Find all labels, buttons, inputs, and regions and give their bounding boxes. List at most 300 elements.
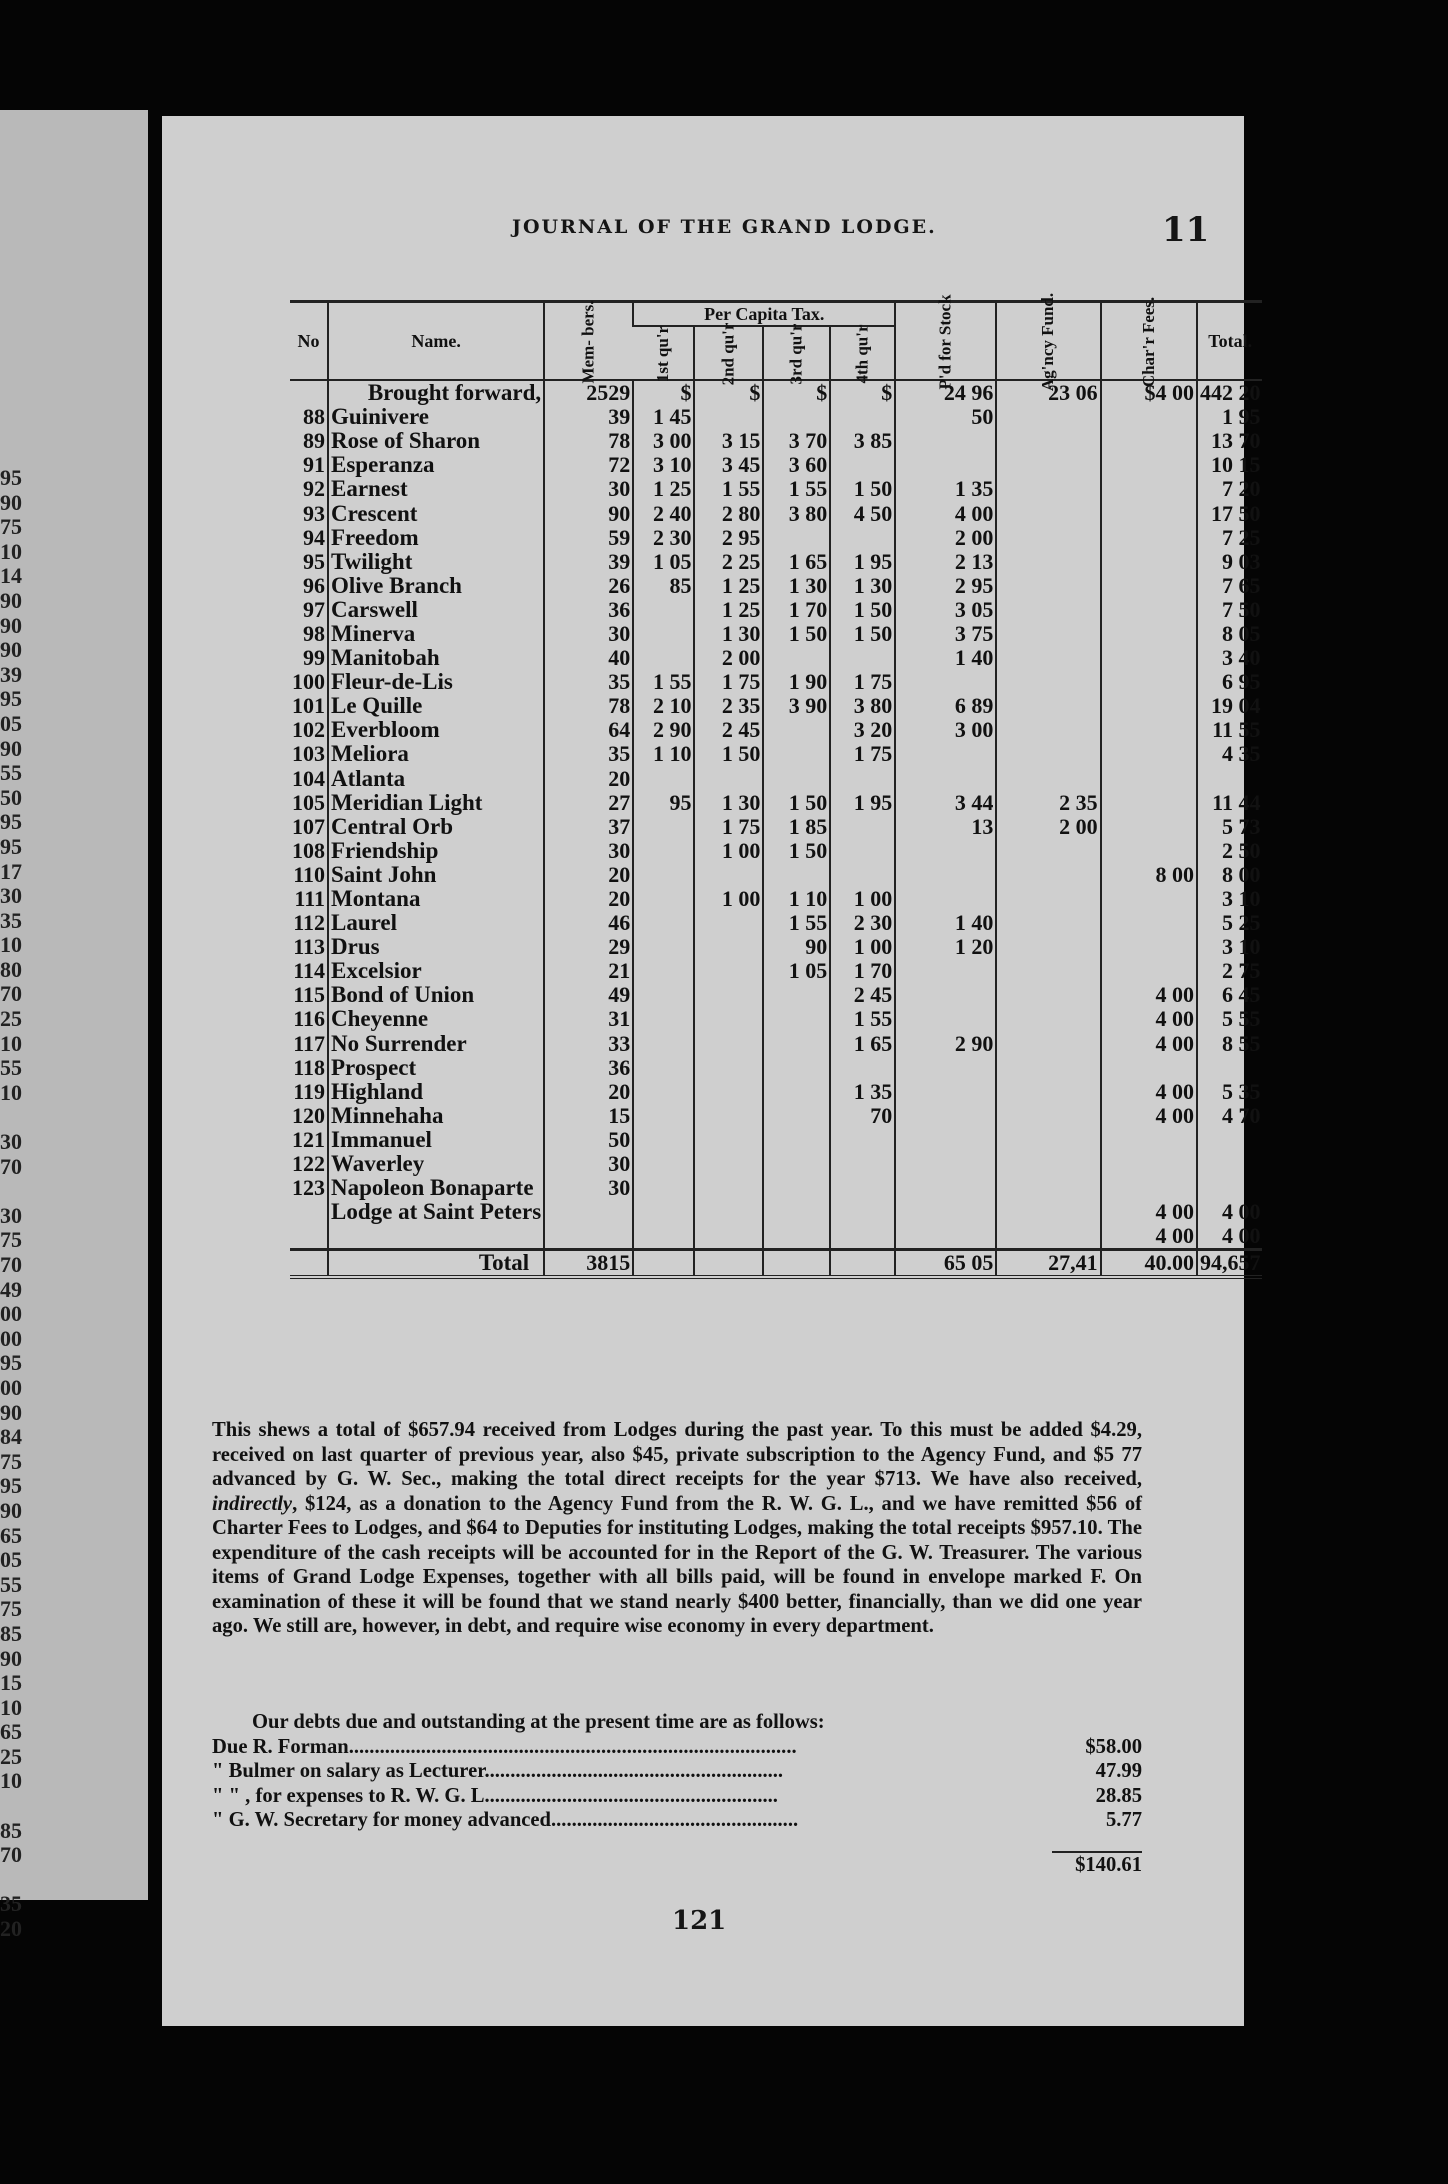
- table-row: [290, 791, 1262, 815]
- cell-total: 7 65: [1197, 574, 1263, 598]
- cell-no: [290, 380, 328, 405]
- cell-no: 112: [293, 910, 325, 936]
- cell-stock: [895, 453, 996, 477]
- cell-charter: [1101, 646, 1197, 670]
- cell-charter: 4 00: [1101, 1200, 1197, 1224]
- cell-q1: [633, 1056, 694, 1080]
- cell-no: 115: [293, 982, 325, 1008]
- cell-no: 101: [292, 693, 325, 719]
- adjacent-page-fragment: 85: [0, 1620, 22, 1646]
- cell-q2: [694, 767, 763, 791]
- adjacent-page-fragment: [0, 1793, 26, 1818]
- cell-agency: [996, 1007, 1100, 1031]
- cell-q4: [830, 863, 895, 887]
- cell-stock: [895, 767, 996, 791]
- cell-agency: [996, 550, 1100, 574]
- cell-no: 88: [303, 404, 325, 430]
- adjacent-page-fragment: 90: [0, 1497, 22, 1523]
- cell-q3: 1 70: [763, 598, 830, 622]
- cell-stock: 13: [895, 815, 996, 839]
- adjacent-page-fragment: 90: [0, 1645, 22, 1671]
- table-row: [290, 767, 1262, 791]
- cell-q2: 1 00: [694, 839, 763, 863]
- cell-no: 91: [303, 452, 325, 478]
- cell-name: Highland: [328, 1080, 544, 1104]
- cell-charter: [1101, 1128, 1197, 1152]
- cell-q4: 1 95: [830, 550, 895, 574]
- cell-charter: [1101, 501, 1197, 525]
- cell-q3: 1 50: [763, 791, 830, 815]
- adjacent-page-fragment: 90: [0, 612, 22, 638]
- cell-members: 36: [544, 1056, 633, 1080]
- cell-q4: [830, 405, 895, 429]
- cell-total: [1197, 1152, 1263, 1176]
- adjacent-page-fragment: 30: [0, 1129, 22, 1155]
- cell-total: 1 95: [1197, 405, 1263, 429]
- cell-members: 37: [544, 815, 633, 839]
- cell-stock: 1 40: [895, 646, 996, 670]
- cell-members: 27: [544, 791, 633, 815]
- cell-q2: [694, 1007, 763, 1031]
- cell-name: Guinivere: [328, 405, 544, 429]
- table-row: [290, 911, 1262, 935]
- cell-q2: 1 25: [694, 574, 763, 598]
- cell-q3: [763, 1104, 830, 1128]
- cell-no: 114: [293, 958, 325, 984]
- cell-charter: [1101, 453, 1197, 477]
- cell-name: Cheyenne: [328, 1007, 544, 1031]
- cell-total: 10 15: [1197, 453, 1263, 477]
- cell-q2: [694, 983, 763, 1007]
- cell-q1: 2 10: [633, 694, 694, 718]
- cell-q3: $: [763, 380, 830, 405]
- cell-q4: 3 85: [830, 429, 895, 453]
- cell-members: 39: [544, 550, 633, 574]
- cell-q2: 2 35: [694, 694, 763, 718]
- cell-members: 26: [544, 574, 633, 598]
- cell-name: Le Quille: [328, 694, 544, 718]
- table-row: [290, 670, 1262, 694]
- col-members: Mem- bers.: [544, 302, 633, 381]
- cell-name: Meridian Light: [328, 791, 544, 815]
- cell-name: Friendship: [328, 839, 544, 863]
- cell-q3: 3 80: [763, 501, 830, 525]
- cell-charter: [1101, 694, 1197, 718]
- cell-stock: 4 00: [895, 501, 996, 525]
- debts-list: [212, 1735, 1142, 1833]
- cell-total: 4 35: [1197, 742, 1263, 766]
- col-q2: 2nd qu'r: [694, 326, 763, 380]
- cell-q2: [694, 1056, 763, 1080]
- cell-q4: 2 45: [830, 983, 895, 1007]
- cell-q1: [633, 911, 694, 935]
- col-name: Name.: [328, 302, 544, 381]
- cell-q4: [830, 1056, 895, 1080]
- table-row: [290, 1152, 1262, 1176]
- table-row: [290, 574, 1262, 598]
- cell-total: 2 75: [1197, 959, 1263, 983]
- table-row: [290, 839, 1262, 863]
- cell-members: 46: [544, 911, 633, 935]
- adjacent-page-fragment: 25: [0, 1743, 22, 1769]
- cell-name: Excelsior: [328, 959, 544, 983]
- cell-charter: [1101, 887, 1197, 911]
- table-row: [290, 694, 1262, 718]
- cell-agency: [996, 670, 1100, 694]
- adjacent-page-strip: [0, 110, 148, 1942]
- cell-q1: [633, 1104, 694, 1128]
- table-row: [290, 1032, 1262, 1056]
- cell-q1: [633, 767, 694, 791]
- cell-no: 96: [303, 572, 325, 598]
- table-row: [290, 622, 1262, 646]
- cell-agency: [996, 646, 1100, 670]
- cell-q2: [694, 1080, 763, 1104]
- adjacent-page-fragment: 10: [0, 1079, 22, 1105]
- cell-no: 121: [292, 1126, 325, 1152]
- adjacent-page-fragment: [0, 1104, 26, 1129]
- cell-no: 113: [293, 934, 325, 960]
- cell-q4: 1 50: [830, 622, 895, 646]
- cell-q4: 1 65: [830, 1032, 895, 1056]
- cell-no: 108: [292, 837, 325, 863]
- adjacent-page-fragment: 10: [0, 932, 22, 958]
- cell-q3: [763, 1128, 830, 1152]
- cell-total: 442 20: [1197, 380, 1263, 405]
- table-row: [290, 815, 1262, 839]
- cell-members: 39: [544, 405, 633, 429]
- table-row: [290, 1200, 1262, 1224]
- cell-charter: [1101, 1176, 1197, 1200]
- adjacent-page-fragment: 25: [0, 1006, 22, 1032]
- cell-members: 15: [544, 1104, 633, 1128]
- adjacent-page-fragment: 35: [0, 1891, 22, 1917]
- adjacent-page-fragment: 75: [0, 1596, 22, 1622]
- cell-q1: [633, 839, 694, 863]
- adjacent-page-fragment: 17: [0, 858, 22, 884]
- cell-agency: [996, 911, 1100, 935]
- debts-total: $140.61: [1052, 1851, 1142, 1878]
- cell-q3: 1 10: [763, 887, 830, 911]
- cell-total: 2 50: [1197, 839, 1263, 863]
- adjacent-page-fragment: 70: [0, 1153, 22, 1179]
- cell-q3: 1 50: [763, 622, 830, 646]
- table-row: [290, 380, 1262, 405]
- cell-charter: [1101, 670, 1197, 694]
- cell-charter: [1101, 1152, 1197, 1176]
- table-row: [290, 1080, 1262, 1104]
- adjacent-page-fragment: 90: [0, 489, 22, 515]
- cell-q1: [633, 815, 694, 839]
- cell-name: Brought forward,: [328, 380, 544, 405]
- cell-name: Laurel: [328, 911, 544, 935]
- cell-no: 107: [292, 813, 325, 839]
- cell-charter: [1101, 550, 1197, 574]
- debt-amount: 28.85: [1095, 1784, 1142, 1807]
- adjacent-page-fragment: 84: [0, 1424, 22, 1450]
- cell-agency: [996, 1104, 1100, 1128]
- total-label: Total: [328, 1250, 544, 1278]
- cell-agency: [996, 405, 1100, 429]
- cell-members: 59: [544, 526, 633, 550]
- adjacent-page-fragment: 75: [0, 1227, 22, 1253]
- cell-no: 89: [303, 428, 325, 454]
- cell-charter: [1101, 622, 1197, 646]
- cell-q4: 1 35: [830, 1080, 895, 1104]
- cell-q4: $: [830, 380, 895, 405]
- cell-charter: [1101, 911, 1197, 935]
- cell-q3: 1 90: [763, 670, 830, 694]
- table-row: [290, 550, 1262, 574]
- cell-name: Freedom: [328, 526, 544, 550]
- cell-agency: [996, 1200, 1100, 1224]
- folio-number: 121: [672, 1906, 727, 1936]
- table-row: [290, 501, 1262, 525]
- adjacent-page-fragment: 65: [0, 1522, 22, 1548]
- adjacent-page-fragment: 35: [0, 907, 22, 933]
- cell-name: Lodge at Saint Peters: [328, 1200, 544, 1224]
- cell-q2: 2 45: [694, 718, 763, 742]
- cell-q1: [633, 1224, 694, 1250]
- table-row: [290, 742, 1262, 766]
- cell-no: 123: [292, 1175, 325, 1201]
- cell-q4: 2 30: [830, 911, 895, 935]
- cell-charter: [1101, 742, 1197, 766]
- cell-q1: 1 05: [633, 550, 694, 574]
- cell-stock: 2 95: [895, 574, 996, 598]
- cell-members: 20: [544, 767, 633, 791]
- running-head: JOURNAL OF THE GRAND LODGE.: [512, 216, 937, 238]
- cell-stock: [895, 839, 996, 863]
- cell-charter: [1101, 429, 1197, 453]
- cell-q3: 1 55: [763, 911, 830, 935]
- cell-q2: [694, 1176, 763, 1200]
- adjacent-page-fragment: 10: [0, 538, 22, 564]
- cell-total: [1197, 1176, 1263, 1200]
- debt-item: [212, 1784, 1142, 1809]
- cell-stock: [895, 1200, 996, 1224]
- cell-no: 105: [292, 789, 325, 815]
- adjacent-page-fragment: [0, 1178, 26, 1203]
- cell-charter: [1101, 477, 1197, 501]
- cell-total: [1197, 767, 1263, 791]
- cell-charter: [1101, 405, 1197, 429]
- cell-q3: [763, 1176, 830, 1200]
- cell-stock: [895, 742, 996, 766]
- cell-q3: [763, 983, 830, 1007]
- total-total: 94,657: [1197, 1250, 1263, 1278]
- cell-members: 30: [544, 622, 633, 646]
- cell-agency: [996, 839, 1100, 863]
- cell-q2: [694, 1032, 763, 1056]
- cell-q3: [763, 863, 830, 887]
- table-row: [290, 1128, 1262, 1152]
- adjacent-page-fragment: 49: [0, 1276, 22, 1302]
- cell-q4: [830, 1152, 895, 1176]
- cell-stock: [895, 670, 996, 694]
- adjacent-page-fragment: 20: [0, 1916, 22, 1942]
- adjacent-page-fragment: 55: [0, 760, 22, 786]
- cell-q1: [633, 887, 694, 911]
- cell-stock: [895, 863, 996, 887]
- cell-stock: [895, 1128, 996, 1152]
- cell-name: Twilight: [328, 550, 544, 574]
- total-stock: 65 05: [895, 1250, 996, 1278]
- cell-charter: 4 00: [1101, 1224, 1197, 1250]
- cell-q4: [830, 1200, 895, 1224]
- col-charter: Char'r Fees.: [1101, 302, 1197, 381]
- cell-q1: [633, 1032, 694, 1056]
- cell-stock: [895, 1176, 996, 1200]
- cell-name: Waverley: [328, 1152, 544, 1176]
- adjacent-page-fragment: 50: [0, 784, 22, 810]
- cell-no: 100: [292, 669, 325, 695]
- cell-q2: 1 00: [694, 887, 763, 911]
- cell-q3: 90: [763, 935, 830, 959]
- journal-page: [162, 116, 1261, 2026]
- cell-name: Montana: [328, 887, 544, 911]
- cell-q1: [633, 1200, 694, 1224]
- cell-q3: 1 85: [763, 815, 830, 839]
- cell-total: 19 04: [1197, 694, 1263, 718]
- cell-agency: [996, 959, 1100, 983]
- cell-agency: 23 06: [996, 380, 1100, 405]
- adjacent-page-fragment: 70: [0, 1842, 22, 1868]
- cell-q2: 2 00: [694, 646, 763, 670]
- cell-charter: 4 00: [1101, 983, 1197, 1007]
- summary-italic: indirectly: [212, 1492, 293, 1515]
- adjacent-page-fragment: 95: [0, 1473, 22, 1499]
- cell-q3: 3 90: [763, 694, 830, 718]
- cell-stock: [895, 1056, 996, 1080]
- cell-stock: 1 35: [895, 477, 996, 501]
- cell-stock: [895, 1007, 996, 1031]
- cell-charter: 4 00: [1101, 1007, 1197, 1031]
- debt-label: " " , for expenses to R. W. G. L.........................................................: [212, 1784, 778, 1807]
- cell-agency: [996, 574, 1100, 598]
- cell-q3: [763, 1224, 830, 1250]
- cell-total: 5 35: [1197, 1080, 1263, 1104]
- table-row: [290, 526, 1262, 550]
- cell-charter: [1101, 526, 1197, 550]
- adjacent-page-fragment: 10: [0, 1694, 22, 1720]
- col-q1: 1st qu'r: [633, 326, 694, 380]
- cell-members: 30: [544, 839, 633, 863]
- col-agency: Ag'ncy Fund.: [996, 302, 1100, 381]
- adjacent-page-fragment: 95: [0, 809, 22, 835]
- debt-label: " G. W. Secretary for money advanced................................................: [212, 1809, 799, 1831]
- cell-stock: 24 96: [895, 380, 996, 405]
- cell-q3: [763, 1007, 830, 1031]
- cell-charter: 4 00: [1101, 1080, 1197, 1104]
- cell-stock: [895, 1080, 996, 1104]
- table-row: [290, 1176, 1262, 1200]
- cell-name: Prospect: [328, 1056, 544, 1080]
- cell-members: 78: [544, 429, 633, 453]
- col-no: No: [290, 302, 328, 381]
- cell-stock: [895, 887, 996, 911]
- cell-name: Rose of Sharon: [328, 429, 544, 453]
- cell-q2: 1 75: [694, 670, 763, 694]
- cell-members: 21: [544, 959, 633, 983]
- debt-amount: 5.77: [1105, 1809, 1142, 1831]
- cell-members: 31: [544, 1007, 633, 1031]
- col-q4: 4th qu'r: [830, 326, 895, 380]
- cell-members: 36: [544, 598, 633, 622]
- cell-members: 33: [544, 1032, 633, 1056]
- cell-name: No Surrender: [328, 1032, 544, 1056]
- cell-no: 118: [293, 1054, 325, 1080]
- cell-total: 3 10: [1197, 935, 1263, 959]
- cell-name: Minnehaha: [328, 1104, 544, 1128]
- adjacent-page-fragment: 90: [0, 1399, 22, 1425]
- cell-name: Bond of Union: [328, 983, 544, 1007]
- cell-agency: [996, 742, 1100, 766]
- cell-q3: [763, 646, 830, 670]
- cell-q4: [830, 1176, 895, 1200]
- cell-q1: [633, 935, 694, 959]
- cell-no: 98: [303, 620, 325, 646]
- total-agency: 27,41: [996, 1250, 1100, 1278]
- cell-members: 30: [544, 1152, 633, 1176]
- page-number: 11: [1162, 210, 1210, 250]
- cell-q3: [763, 1032, 830, 1056]
- adjacent-page-fragment: 80: [0, 956, 22, 982]
- cell-q3: 1 55: [763, 477, 830, 501]
- cell-q2: [694, 1128, 763, 1152]
- cell-agency: [996, 863, 1100, 887]
- cell-total: 11 44: [1197, 791, 1263, 815]
- cell-name: Immanuel: [328, 1128, 544, 1152]
- cell-q1: 85: [633, 574, 694, 598]
- cell-q1: [633, 1128, 694, 1152]
- cell-q3: 1 50: [763, 839, 830, 863]
- cell-no: 99: [303, 645, 325, 671]
- cell-q1: $: [633, 380, 694, 405]
- cell-q3: 3 60: [763, 453, 830, 477]
- cell-q2: 2 25: [694, 550, 763, 574]
- cell-name: Minerva: [328, 622, 544, 646]
- cell-members: [544, 1200, 633, 1224]
- cell-q1: [633, 1176, 694, 1200]
- cell-q2: 3 45: [694, 453, 763, 477]
- cell-stock: [895, 1224, 996, 1250]
- table-row: [290, 598, 1262, 622]
- cell-q4: 1 55: [830, 1007, 895, 1031]
- cell-charter: $4 00: [1101, 380, 1197, 405]
- cell-q1: [633, 598, 694, 622]
- adjacent-page-fragment: 55: [0, 1055, 22, 1081]
- cell-agency: [996, 887, 1100, 911]
- cell-name: Carswell: [328, 598, 544, 622]
- cell-q1: [633, 622, 694, 646]
- debt-item: [212, 1735, 1142, 1760]
- cell-q4: [830, 646, 895, 670]
- adjacent-page-fragment: 75: [0, 514, 22, 540]
- cell-members: 64: [544, 718, 633, 742]
- summary-text-1: This shews a total of $657.94 received from Lodges during the past year. To this must be added $4.29, received on last quarter of previous year, also $45, private subscription to the Agency Fund, and $5 77 advanced by G. W. Sec., making the total direct receipts for the year $713. We have also received,: [212, 1419, 1142, 1490]
- adjacent-page-fragment: 14: [0, 563, 22, 589]
- cell-agency: [996, 598, 1100, 622]
- cell-agency: [996, 622, 1100, 646]
- cell-agency: [996, 453, 1100, 477]
- cell-q1: 1 25: [633, 477, 694, 501]
- cell-name: Olive Branch: [328, 574, 544, 598]
- cell-q4: 1 95: [830, 791, 895, 815]
- adjacent-page-fragment: [0, 1867, 26, 1892]
- cell-no: 120: [292, 1102, 325, 1128]
- cell-members: 90: [544, 501, 633, 525]
